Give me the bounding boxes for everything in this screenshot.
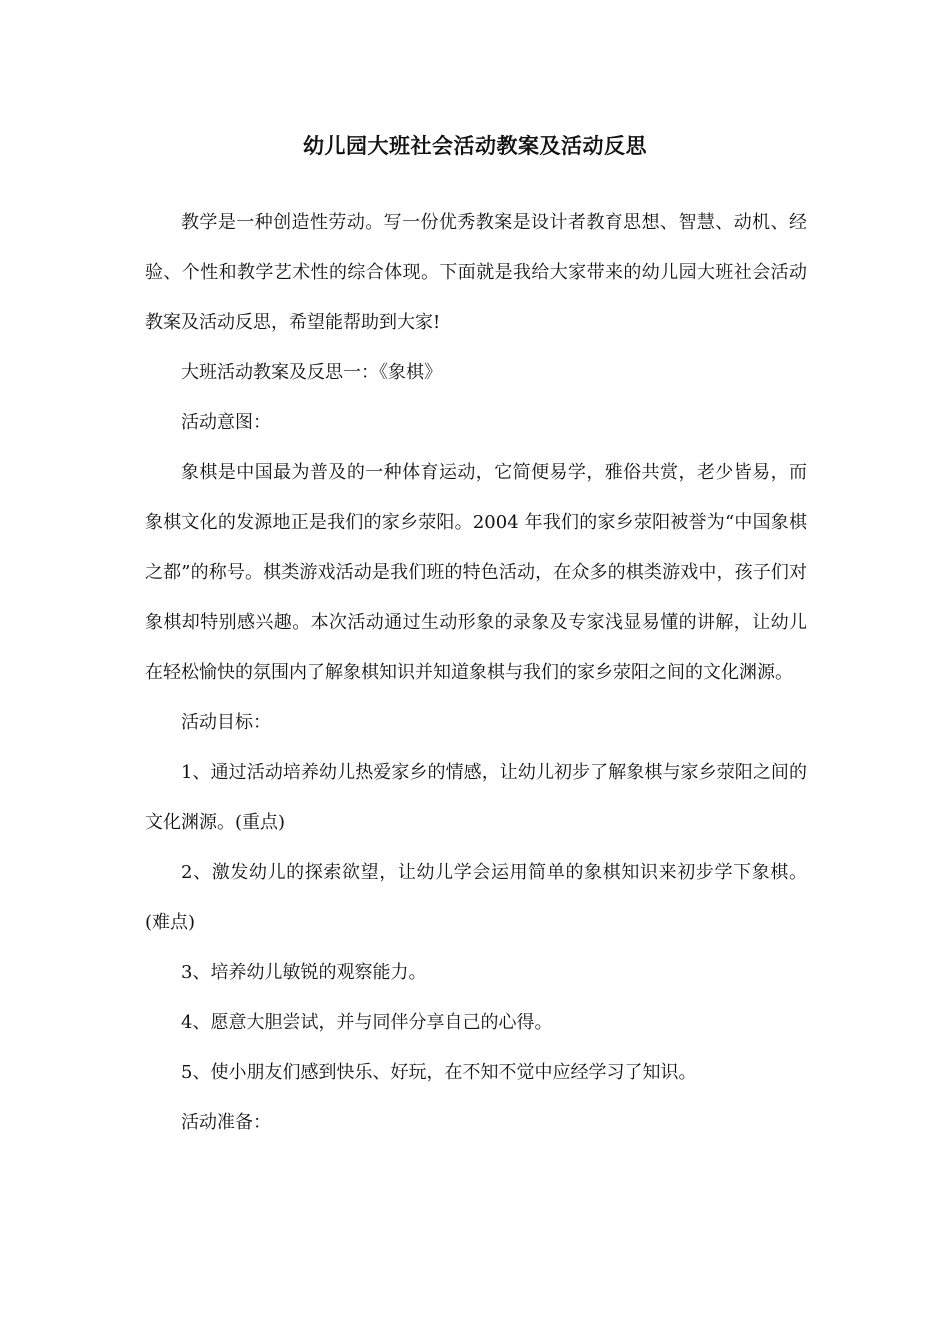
intro-paragraph: 教学是一种创造性劳动。写一份优秀教案是设计者教育思想、智慧、动机、经验、个性和教学艺术性的综合体现。下面就是我给大家带来的幼儿园大班社会活动教案及活动反思，希望能帮助到大家! (145, 212, 807, 333)
goal-item: 3、培养幼儿敏锐的观察能力。 (181, 962, 427, 983)
intent-label: 活动意图： (181, 412, 271, 433)
goal-item: 1、通过活动培养幼儿热爱家乡的情感，让幼儿初步了解象棋与家乡荥阳之间的文化渊源。(重点) (145, 762, 807, 833)
intent-paragraph: 象棋是中国最为普及的一种体育运动，它简便易学，雅俗共赏，老少皆易，而象棋文化的发源地正是我们的家乡荥阳。2004 年我们的家乡荥阳被誉为“中国象棋之都”的称号。棋类游戏活动是我们班的特色活动，在众多的棋类游戏中，孩子们对象棋却特别感兴趣。本次活动通过生动形象的录象及专家浅显易懂的讲解，让幼儿在轻松愉快的氛围内了解象棋知识并知道象棋与我们的家乡荥阳之间的文化渊源。 (145, 462, 807, 683)
document-title: 幼儿园大班社会活动教案及活动反思 (303, 133, 647, 158)
section-heading: 大班活动教案及反思一：《象棋》 (181, 362, 442, 383)
document-body (145, 198, 807, 1148)
goal-item: 5、使小朋友们感到快乐、好玩，在不知不觉中应经学习了知识。 (181, 1062, 697, 1083)
goal-item: 4、愿意大胆尝试，并与同伴分享自己的心得。 (181, 1012, 553, 1033)
prep-label: 活动准备： (181, 1112, 271, 1133)
goals-label: 活动目标： (181, 712, 271, 733)
goal-item: 2、激发幼儿的探索欲望，让幼儿学会运用简单的象棋知识来初步学下象棋。(难点) (145, 862, 807, 933)
